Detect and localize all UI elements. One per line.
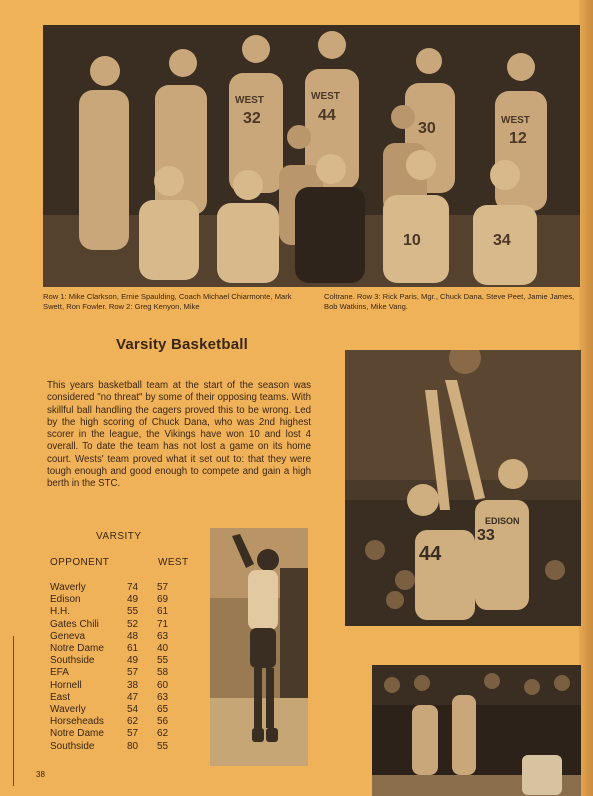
opponent-score: 48 [127,630,139,642]
west-score: 61 [157,606,169,618]
west-score: 63 [157,691,169,703]
opponent-score: 57 [127,667,139,679]
jersey-number: 32 [243,110,261,127]
table-row [50,741,190,753]
player-photo [210,528,308,766]
opponent-name: Southside [50,655,95,667]
opponent-name: Edison [50,594,81,606]
article-body: This years basketball team at the start of the season was considered "no threat" by some of their opposing teams. With skillful ball handling the cagers proved this to be wrong. Led by the high scoring of Chuck Dana, who was 2nd highest scorer in the league, the Vikings have won 10 and lost 4 overall. To date the team has not lost a game on its home court. Wests' team proved what it set out to: that they were tough enough and good enough to compete and gain a high berth in the STC. [47,380,311,490]
jersey-lettering: EDISON [485,516,520,526]
opponent-name: H.H. [50,606,70,618]
column-west: WEST [158,557,189,568]
team-photo [43,25,580,287]
opponent-name: Waverly [50,582,86,593]
opponent-score: 61 [127,643,139,655]
table-row [50,631,190,643]
table-row [50,655,190,667]
opponent-name: Waverly [50,704,86,716]
opponent-score: 74 [127,582,139,593]
opponent-score: 47 [127,691,139,703]
article-title: Varsity Basketball [116,336,249,353]
opponent-score: 62 [127,716,139,728]
table-row [50,692,190,704]
opponent-score: 54 [127,704,139,716]
opponent-name: Hornell [50,679,82,691]
west-score: 63 [157,630,169,642]
table-row [50,643,190,655]
west-score: 57 [157,582,169,593]
opponent-score: 55 [127,606,139,618]
opponent-score: 52 [127,618,139,630]
table-row [50,619,190,631]
opponent-name: Notre Dame [50,643,104,655]
table-row [50,716,190,728]
table-row [50,594,190,606]
west-score: 60 [157,679,169,691]
table-row [50,728,190,740]
west-score: 65 [157,704,169,716]
jersey-number: 12 [509,130,527,147]
opponent-score: 49 [127,655,139,667]
page-number: 38 [36,770,45,779]
west-score: 56 [157,716,169,728]
jersey-number: 44 [419,543,442,565]
west-score: 55 [157,740,169,752]
opponent-name: Southside [50,740,95,752]
table-row [50,667,190,679]
table-row [50,606,190,618]
jersey-number: 34 [493,232,511,249]
west-score: 62 [157,728,169,740]
opponent-score: 80 [127,740,139,752]
table-row [50,704,190,716]
scores-title: VARSITY [96,531,142,542]
west-score: 58 [157,667,169,679]
jersey-number: 44 [318,107,336,124]
opponent-name: Horseheads [50,716,104,728]
jersey-number: 33 [477,527,495,544]
opponent-name: Gates Chili [50,618,99,630]
opponent-score: 57 [127,728,139,740]
west-score: 69 [157,594,169,606]
jersey-number: 30 [418,120,436,137]
jersey-lettering: WEST [235,95,264,106]
action-photo [345,350,581,626]
table-row [50,680,190,692]
west-score: 71 [157,618,169,630]
opponent-name: Notre Dame [50,728,104,740]
photo-caption-left: Row 1: Mike Clarkson, Ernie Spaulding, Coach Michael Chiarmonte, Mark Swett, Ron Fowler. Row 2: Greg Kenyon, Mike [43,292,292,311]
west-score: 55 [157,655,169,667]
table-row [50,582,190,594]
opponent-score: 38 [127,679,139,691]
jersey-number: 10 [403,232,421,249]
opponent-score: 49 [127,594,139,606]
west-score: 40 [157,643,169,655]
jersey-lettering: WEST [311,91,340,102]
photo-caption-right: Coltrane. Row 3: Rick Paris, Mgr., Chuck Dana, Steve Peet, Jamie James, Bob Watkins, Mike Vang. [324,292,575,311]
crowd-photo [372,665,581,796]
column-opponent: OPPONENT [50,557,110,568]
jersey-lettering: WEST [501,115,530,126]
scores-table [50,582,190,753]
opponent-name: EFA [50,667,69,679]
opponent-name: East [50,691,71,703]
page-edge [579,0,593,796]
opponent-name: Geneva [50,630,86,642]
margin-line [13,636,14,786]
